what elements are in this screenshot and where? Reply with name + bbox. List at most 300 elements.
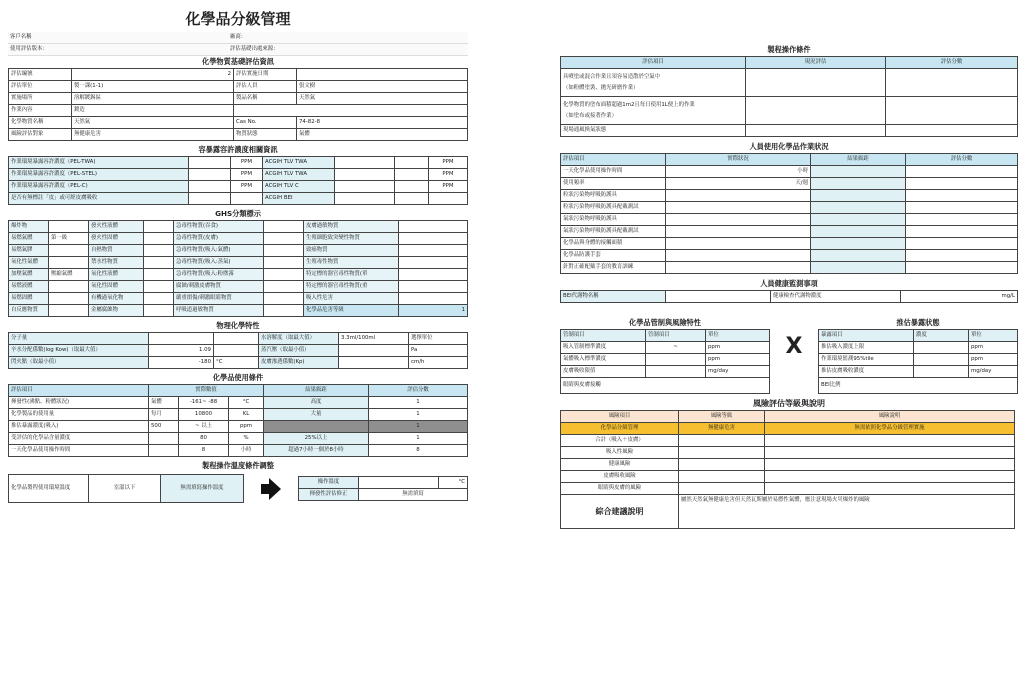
exposure-row xyxy=(9,181,468,193)
physchem-unit-select[interactable]: 選擇單位 xyxy=(409,333,468,345)
physchem-label: 皮膚滲透係數(Kp) xyxy=(259,357,339,369)
usage-label: 推估暴露濃度(吸入) xyxy=(9,421,149,433)
physchem-value[interactable] xyxy=(339,357,409,369)
ghs-level[interactable] xyxy=(144,305,174,317)
ghs-row xyxy=(9,221,468,233)
usage-unit[interactable]: 500 xyxy=(149,421,179,433)
personnel-score xyxy=(906,262,1018,274)
basic-value[interactable] xyxy=(297,69,468,81)
risk-row xyxy=(561,459,1015,471)
risk-row xyxy=(561,471,1015,483)
acgih-label: ACGIH TLV TWA xyxy=(263,169,335,181)
ghs-hazard: 急毒性物質(吞食) xyxy=(174,221,264,233)
control-value[interactable]: ~ xyxy=(646,342,706,354)
op-temp-field[interactable] xyxy=(359,477,439,489)
personnel-score xyxy=(906,178,1018,190)
usage-head-cell: 結果級距 xyxy=(264,385,369,397)
personnel-range xyxy=(811,214,906,226)
ghs-hazard: 易燃氣體 xyxy=(9,233,49,245)
adjust-note: 無需填寫操作溫度 xyxy=(161,475,244,503)
ghs-level[interactable] xyxy=(144,245,174,257)
risk-row xyxy=(561,435,1015,447)
usage-head xyxy=(9,385,468,397)
basic-value[interactable]: 天然氣 xyxy=(297,93,468,105)
version-field[interactable] xyxy=(68,44,228,56)
personnel-actual[interactable] xyxy=(666,226,811,238)
physchem-unit-select[interactable]: cm/h xyxy=(409,357,468,369)
physchem-row xyxy=(9,333,468,345)
process-head-cell: 評估項目 xyxy=(561,57,746,69)
version-label: 使用評估版本： xyxy=(8,44,68,56)
ghs-level[interactable] xyxy=(144,233,174,245)
usage-score: 1 xyxy=(369,397,468,409)
physchem-label: 分子量 xyxy=(9,333,149,345)
personnel-range xyxy=(811,202,906,214)
ghs-row xyxy=(9,305,468,317)
physchem-title: 物理化學特性 xyxy=(216,321,260,330)
adjust-env-value[interactable]: 室溫以下 xyxy=(89,475,161,503)
personnel-head-cell: 評估項目 xyxy=(561,154,666,166)
estimate-head-cell: 單位 xyxy=(969,330,1018,342)
ghs-level[interactable] xyxy=(144,281,174,293)
exposure-unit xyxy=(231,193,263,205)
process-row xyxy=(561,125,1018,137)
usage-row xyxy=(9,409,468,421)
personnel-label: 粒狀污染物呼吸防護具 xyxy=(561,190,666,202)
bei-name-label: BEI代謝物名稱 xyxy=(561,291,666,303)
acgih-blank xyxy=(395,193,429,205)
estimate-unit: ppm xyxy=(969,342,1018,354)
summary-label: 綜合建議說明 xyxy=(561,495,679,529)
risk-title: 風險評估等級與說明 xyxy=(753,399,825,408)
exposure-row xyxy=(9,193,468,205)
process-eval[interactable] xyxy=(746,125,886,137)
ghs-level[interactable] xyxy=(399,293,468,305)
estimate-label: 推估吸入濃度上限 xyxy=(819,342,914,354)
usage-unit[interactable] xyxy=(149,445,179,457)
risk-desc xyxy=(765,459,1015,471)
ghs-level[interactable] xyxy=(264,245,304,257)
control-extra xyxy=(561,378,770,394)
personnel-label: 一天化學品使用操作時間 xyxy=(561,166,666,178)
ghs-hazard: 吸入性危害 xyxy=(304,293,399,305)
risk-item: 眼睛與皮膚的風險 xyxy=(561,483,679,495)
usage-row xyxy=(9,433,468,445)
ghs-hazard: 急毒性物質(吸入:蒸氣) xyxy=(174,257,264,269)
physchem-label: 蒸汽壓（取最小值） xyxy=(259,345,339,357)
exposure-row xyxy=(9,169,468,181)
exposure-label: 作業環境暴露容許濃度（PEL-STEL) xyxy=(9,169,189,181)
usage-head-cell: 實際數值 xyxy=(149,385,264,397)
ghs-level[interactable] xyxy=(264,221,304,233)
acgih-unit: PPM xyxy=(429,181,468,193)
usage-range: 超過7小時一個於8小時 xyxy=(264,445,369,457)
ghs-level[interactable]: 壓縮氣體 xyxy=(49,269,89,281)
estimate-head-cell: 暴露項目 xyxy=(819,330,914,342)
basic-value[interactable]: 74-82-8 xyxy=(297,117,468,129)
estimate-value[interactable] xyxy=(914,354,969,366)
basic-label: 物質狀態 xyxy=(234,129,297,141)
physchem-unit xyxy=(214,333,259,345)
ghs-level[interactable] xyxy=(49,305,89,317)
basic-label: 評估編號 xyxy=(9,69,72,81)
personnel-range xyxy=(811,190,906,202)
ghs-level[interactable] xyxy=(399,221,468,233)
process-label: 化學物質的塗布面積超過1m2且每日使用1L便上的作業 （如塗布或接著作業） xyxy=(561,97,746,125)
risk-item: 吸入性風險 xyxy=(561,447,679,459)
physchem-row xyxy=(9,345,468,357)
estimate-row xyxy=(819,354,1018,366)
personnel-score xyxy=(906,166,1018,178)
process-score xyxy=(886,125,1018,137)
risk-item: 健康風險 xyxy=(561,459,679,471)
ghs-row xyxy=(9,281,468,293)
basic-label: 作業內容 xyxy=(9,105,72,117)
process-head-cell: 現況評估 xyxy=(746,57,886,69)
ghs-level[interactable] xyxy=(144,221,174,233)
acgih-unit: PPM xyxy=(429,157,468,169)
ghs-level[interactable] xyxy=(399,281,468,293)
ghs-level[interactable] xyxy=(144,293,174,305)
bei-name-field[interactable] xyxy=(666,291,771,303)
basic-title: 化學物質基礎評估資訊 xyxy=(202,57,274,66)
control-value[interactable] xyxy=(646,354,706,366)
basic-label: 風險評估對象 xyxy=(9,129,72,141)
personnel-actual[interactable] xyxy=(666,262,811,274)
ghs-level[interactable] xyxy=(49,281,89,293)
control-title: 化學品管制與風險特性 xyxy=(629,318,701,327)
ghs-hazard: 易燃氣膠 xyxy=(9,245,49,257)
client-field[interactable] xyxy=(68,32,228,44)
op-temp-unit: °C xyxy=(439,477,468,489)
ghs-hazard: 腐蝕/刺激皮膚物質 xyxy=(174,281,264,293)
usage-value[interactable]: 8 xyxy=(179,445,229,457)
personnel-title: 人員使用化學品作業狀況 xyxy=(749,142,829,151)
personnel-head-cell: 實際狀況 xyxy=(666,154,811,166)
usage-value[interactable]: 80 xyxy=(179,433,229,445)
basic-value[interactable]: 製一課(1-1) xyxy=(72,81,234,93)
vol-fix-value: 無需填寫 xyxy=(359,489,468,501)
physchem-unit-select[interactable]: Pa xyxy=(409,345,468,357)
basic-value[interactable]: 氣體 xyxy=(297,129,468,141)
acgih-blank xyxy=(395,181,429,193)
usage-head-cell: 評估項目 xyxy=(9,385,149,397)
acgih-value[interactable] xyxy=(335,169,395,181)
usage-range: 大量 xyxy=(264,409,369,421)
usage-label: 一天化學品使用操作時間 xyxy=(9,445,149,457)
personnel-row xyxy=(561,238,1018,250)
personnel-score xyxy=(906,226,1018,238)
usage-score: 1 xyxy=(369,421,468,433)
risk-level xyxy=(679,471,765,483)
risk-desc xyxy=(765,483,1015,495)
basic-row xyxy=(9,81,468,93)
ghs-hazard: 易燃液體 xyxy=(9,281,49,293)
personnel-score xyxy=(906,214,1018,226)
risk-desc xyxy=(765,471,1015,483)
ghs-level[interactable] xyxy=(264,269,304,281)
ghs-row xyxy=(9,257,468,269)
bei-unit: mg/L xyxy=(901,291,1018,303)
usage-table xyxy=(8,384,468,457)
estimate-row xyxy=(819,366,1018,378)
process-eval[interactable] xyxy=(746,97,886,125)
risk-level xyxy=(679,483,765,495)
control-head-cell: 管制項目 xyxy=(646,330,706,342)
personnel-label: 粒狀污染物呼吸防護具配戴測試 xyxy=(561,202,666,214)
usage-label: 化學製品的使用量 xyxy=(9,409,149,421)
right-sheet xyxy=(560,44,1018,529)
personnel-range xyxy=(811,166,906,178)
acgih-label: ACGIH TLV TWA xyxy=(263,157,335,169)
usage-unit[interactable] xyxy=(149,433,179,445)
ghs-hazard: 皮膚過敏物質 xyxy=(304,221,399,233)
exposure-value[interactable] xyxy=(189,169,231,181)
basic-row xyxy=(9,93,468,105)
control-head-cell: 管制項目 xyxy=(561,330,646,342)
risk-desc xyxy=(765,447,1015,459)
physchem-value[interactable]: 1.09 xyxy=(149,345,214,357)
personnel-actual[interactable] xyxy=(666,214,811,226)
basic-value[interactable]: 天然氣 xyxy=(72,117,234,129)
personnel-row xyxy=(561,190,1018,202)
basic-value[interactable]: 溶解鍍錫區 xyxy=(72,93,234,105)
process-score xyxy=(886,97,1018,125)
usage-row xyxy=(9,421,468,433)
basic-table xyxy=(8,68,468,141)
ghs-level[interactable] xyxy=(399,269,468,281)
left-sheet xyxy=(8,6,468,503)
acgih-blank xyxy=(395,157,429,169)
ghs-hazard: 特定標的器官毒性物質(重 xyxy=(304,281,399,293)
ghs-hazard: 自熱物質 xyxy=(89,245,144,257)
basic-label: 製品名稱 xyxy=(234,93,297,105)
ghs-row xyxy=(9,293,468,305)
ghs-row xyxy=(9,269,468,281)
basic-row xyxy=(9,117,468,129)
control-row xyxy=(561,342,770,354)
usage-head-cell: 評估分數 xyxy=(369,385,468,397)
control-value[interactable] xyxy=(646,366,706,378)
vendor-field[interactable] xyxy=(288,32,468,44)
process-eval[interactable] xyxy=(746,69,886,97)
ghs-level[interactable] xyxy=(399,245,468,257)
usage-value[interactable]: ~ 以上 xyxy=(179,421,229,433)
ghs-level[interactable] xyxy=(49,257,89,269)
personnel-actual[interactable]: 小時 xyxy=(666,166,811,178)
estimate-value[interactable] xyxy=(914,366,969,378)
personnel-range xyxy=(811,250,906,262)
estimate-block xyxy=(818,317,1018,394)
process-head-cell: 評估分數 xyxy=(886,57,1018,69)
basic-label: 化學物質名稱 xyxy=(9,117,72,129)
ghs-hazard: 特定標的器官毒性物質(單 xyxy=(304,269,399,281)
control-unit: ppm xyxy=(706,354,770,366)
ghs-level[interactable]: 第一級 xyxy=(49,233,89,245)
usage-unit[interactable]: 氣體 xyxy=(149,397,179,409)
physchem-label: 閃火點（取最小值） xyxy=(9,357,149,369)
ghs-level[interactable] xyxy=(144,257,174,269)
ghs-hazard: 易燃固體 xyxy=(9,293,49,305)
estimate-value[interactable] xyxy=(914,342,969,354)
adjust-left-table xyxy=(8,474,244,503)
risk-char-block xyxy=(560,317,1018,394)
control-table xyxy=(560,329,770,394)
process-table xyxy=(560,56,1018,137)
hazard-level-value: 1 xyxy=(399,305,468,317)
basic-value[interactable]: 鍍造 xyxy=(72,105,234,117)
exposure-label: 作業環境暴露容許濃度（PEL-TWA) xyxy=(9,157,189,169)
physchem-value[interactable] xyxy=(339,345,409,357)
personnel-actual[interactable] xyxy=(666,202,811,214)
process-label: 具噴塗或混合作業且須容易造散於空氣中 （如粉體塗裝、拋光研磨作業） xyxy=(561,69,746,97)
usage-range: 25%以上 xyxy=(264,433,369,445)
ghs-level[interactable] xyxy=(144,269,174,281)
personnel-label: 化學品與身體的接觸面積 xyxy=(561,238,666,250)
estimate-title: 推估暴露狀態 xyxy=(896,318,940,327)
personnel-score xyxy=(906,250,1018,262)
basic-row xyxy=(9,105,468,117)
personnel-row xyxy=(561,250,1018,262)
usage-unit: KL xyxy=(229,409,264,421)
risk-level xyxy=(679,435,765,447)
risk-level xyxy=(679,459,765,471)
acgih-value[interactable] xyxy=(335,157,395,169)
ghs-hazard: 發火性固體 xyxy=(89,233,144,245)
usage-unit[interactable]: 每月 xyxy=(149,409,179,421)
estimate-row xyxy=(819,342,1018,354)
personnel-score xyxy=(906,190,1018,202)
acgih-label: ACGIH BEI xyxy=(263,193,335,205)
exposure-value[interactable] xyxy=(189,193,231,205)
ghs-title: GHS分類標示 xyxy=(215,209,261,218)
ghs-level[interactable] xyxy=(264,281,304,293)
risk-table xyxy=(560,410,1015,529)
acgih-value[interactable] xyxy=(335,193,395,205)
exposure-unit: PPM xyxy=(231,181,263,193)
exposure-value[interactable] xyxy=(189,157,231,169)
ghs-level[interactable] xyxy=(399,233,468,245)
physchem-value[interactable]: -180 xyxy=(149,357,214,369)
ghs-level[interactable] xyxy=(49,245,89,257)
risk-level xyxy=(679,447,765,459)
ghs-level[interactable] xyxy=(49,293,89,305)
basic-row xyxy=(9,69,468,81)
ghs-level[interactable] xyxy=(49,221,89,233)
personnel-head-cell: 評估分數 xyxy=(906,154,1018,166)
physchem-row xyxy=(9,357,468,369)
usage-value[interactable]: -161~ -88 xyxy=(179,397,229,409)
ghs-hazard: 有機過氧化物 xyxy=(89,293,144,305)
bei-conc-label: 健康檢查代謝物濃度 xyxy=(771,291,901,303)
exposure-label: 作業環境暴露容許濃度（PEL-C) xyxy=(9,181,189,193)
exposure-label: 是否有無標註「皮」或可經皮膚吸收 xyxy=(9,193,189,205)
exposure-unit: PPM xyxy=(231,157,263,169)
usage-range xyxy=(264,421,369,433)
personnel-actual[interactable] xyxy=(666,250,811,262)
basic-empty xyxy=(234,105,468,117)
physchem-value[interactable] xyxy=(149,333,214,345)
personnel-range xyxy=(811,238,906,250)
adjust-title: 製程操作溫度條件調整 xyxy=(202,461,274,470)
basic-label: 評估單位 xyxy=(9,81,72,93)
risk-summary-row xyxy=(561,495,1015,529)
ghs-level[interactable] xyxy=(399,257,468,269)
exposure-value[interactable] xyxy=(189,181,231,193)
ghs-level[interactable] xyxy=(264,233,304,245)
acgih-value[interactable] xyxy=(335,181,395,193)
risk-highlight-cell: 無健康危害 xyxy=(679,423,765,435)
personnel-row xyxy=(561,262,1018,274)
usage-row xyxy=(9,397,468,409)
basic-value[interactable]: 張文樹 xyxy=(297,81,468,93)
basic-value[interactable]: 無健康危害 xyxy=(72,129,234,141)
adjust-block xyxy=(8,474,468,503)
adjust-env-label: 化學品製程使用環境溫度 xyxy=(9,475,89,503)
usage-value[interactable]: 10800 xyxy=(179,409,229,421)
process-head xyxy=(561,57,1018,69)
estimate-table xyxy=(818,329,1018,394)
ghs-hazard: 爆炸物 xyxy=(9,221,49,233)
control-block xyxy=(560,317,770,394)
basic-label: 評估人員 xyxy=(234,81,297,93)
personnel-label: 化學品防護手套 xyxy=(561,250,666,262)
process-score xyxy=(886,69,1018,97)
estimate-extra-label: BEI比例 xyxy=(819,378,1018,394)
personnel-score xyxy=(906,202,1018,214)
personnel-head xyxy=(561,154,1018,166)
physchem-unit xyxy=(214,345,259,357)
personnel-row xyxy=(561,202,1018,214)
summary-text[interactable]: 屬然天然氣無健康危害但天然瓦斯屬於易燃性氣體，應注意現場火災爆炸的風險 xyxy=(679,495,1015,529)
estimate-unit: mg/day xyxy=(969,366,1018,378)
usage-score: 1 xyxy=(369,409,468,421)
acgih-label: ACGIH TLV C xyxy=(263,181,335,193)
exposure-unit: PPM xyxy=(231,169,263,181)
personnel-actual[interactable]: 天/週 xyxy=(666,178,811,190)
usage-label: 揮發性(沸點、粉體狀況) xyxy=(9,397,149,409)
ghs-level[interactable] xyxy=(264,257,304,269)
personnel-label: 使用頻率 xyxy=(561,178,666,190)
process-row xyxy=(561,69,1018,97)
personnel-range xyxy=(811,226,906,238)
risk-item: 合計（吸入＋皮膚） xyxy=(561,435,679,447)
personnel-row xyxy=(561,214,1018,226)
personnel-actual[interactable] xyxy=(666,190,811,202)
arrow-icon xyxy=(261,478,281,500)
estimate-label: 作業環境監測95%tile xyxy=(819,354,914,366)
basic-label: Cas No. xyxy=(234,117,297,129)
personnel-row xyxy=(561,226,1018,238)
control-head-cell: 單位 xyxy=(706,330,770,342)
header-table xyxy=(8,32,468,56)
ghs-level[interactable] xyxy=(264,305,304,317)
ghs-hazard: 生殖細胞致突變性物質 xyxy=(304,233,399,245)
physchem-label: 辛水分配係數(log Kow)（取最大值） xyxy=(9,345,149,357)
ghs-level[interactable] xyxy=(264,293,304,305)
basic-value[interactable]: 2 xyxy=(72,69,234,81)
personnel-actual[interactable] xyxy=(666,238,811,250)
personnel-head-cell: 結果級距 xyxy=(811,154,906,166)
process-row xyxy=(561,97,1018,125)
risk-highlight-cell: 化學品分級管理 xyxy=(561,423,679,435)
usage-unit: ppm xyxy=(229,421,264,433)
physchem-value[interactable]: 3.3ml/100ml xyxy=(339,333,409,345)
client-label: 客戶名稱 xyxy=(8,32,68,44)
risk-highlight-cell: 無需依照化學品分級管理實施 xyxy=(765,423,1015,435)
health-table xyxy=(560,290,1018,303)
usage-unit: % xyxy=(229,433,264,445)
